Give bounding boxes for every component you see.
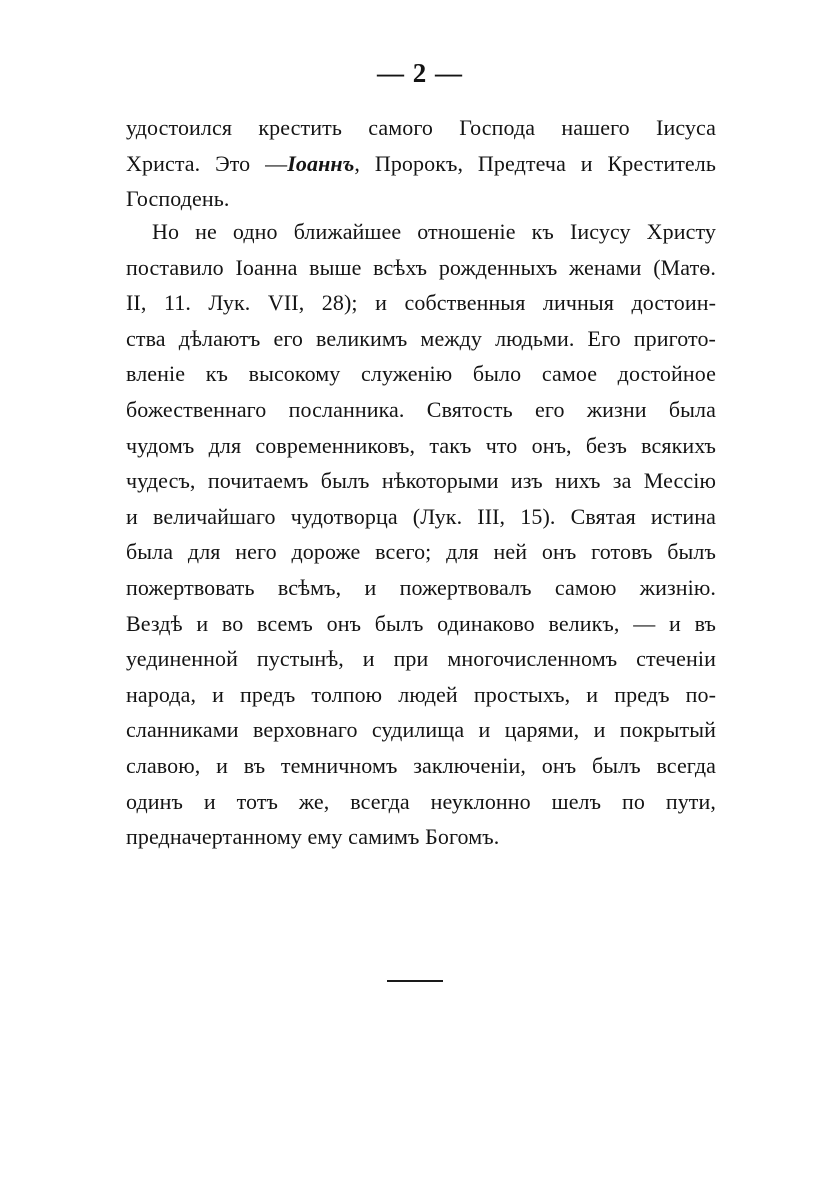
paragraph-2-line: II, 11. Лук. VII, 28); и собственныя личныя достоин- [126,290,716,316]
paragraph-1-line-3: Господень. [126,186,230,212]
paragraph-1-line-2 [126,146,716,182]
line-2-end: , Пророкъ, Предтеча и Креститель [354,150,716,176]
paragraph-2-line: чудесъ, почитаемъ былъ нѣкоторыми изъ нихъ за Мессію [126,468,716,494]
paragraph-2-line: была для него дороже всего; для ней онъ готовъ былъ [126,539,716,565]
line-2-start: Христа. Это — [126,150,288,176]
paragraph-1 [126,110,716,217]
paragraph-2-line: уединенной пустынѣ, и при многочисленномъ стеченіи [126,646,716,672]
paragraph-2-line: вленіе къ высокому служенію было самое достойное [126,361,716,387]
page-number: — 2 — [377,58,463,88]
paragraph-2-line: божественнаго посланника. Святость его жизни была [126,396,716,422]
paragraph-2-line: ства дѣлаютъ его великимъ между людьми. Его пригото- [126,325,716,351]
john-name: Іоаннъ [287,150,355,176]
paragraph-2-line: поставило Іоанна выше всѣхъ рожденныхъ женами (Матѳ. [126,254,716,280]
paragraph-1-line-1: удостоился крестить самого Господа нашего Іисуса [126,115,716,140]
paragraph-2-line: чудомъ для современниковъ, такъ что онъ, безъ всякихъ [126,432,716,458]
paragraph-2-line: предначертанному ему самимъ Богомъ. [126,824,500,850]
paragraph-2-line: народа, и предъ толпою людей простыхъ, и предъ по- [126,681,716,707]
paragraph-2-line: Но не одно ближайшее отношеніе къ Іисусу Христу [152,219,716,244]
paragraph-2-line: пожертвовать всѣмъ, и пожертвовалъ самою жизнію. [126,574,716,600]
section-end-rule [387,980,443,982]
paragraph-2-line: Вездѣ и во всемъ онъ былъ одинаково великъ, — и въ [126,610,716,636]
paragraph-2-line: славою, и въ темничномъ заключеніи, онъ былъ всегда [126,752,716,778]
paragraph-2-line: и величайшаго чудотворца (Лук. III, 15). Святая истина [126,503,716,529]
paragraph-2 [126,214,716,855]
paragraph-2-line: одинъ и тотъ же, всегда неуклонно шелъ по пути, [126,788,716,814]
paragraph-2-line: сланниками верховнаго судилища и царями, и покрытый [126,717,716,743]
